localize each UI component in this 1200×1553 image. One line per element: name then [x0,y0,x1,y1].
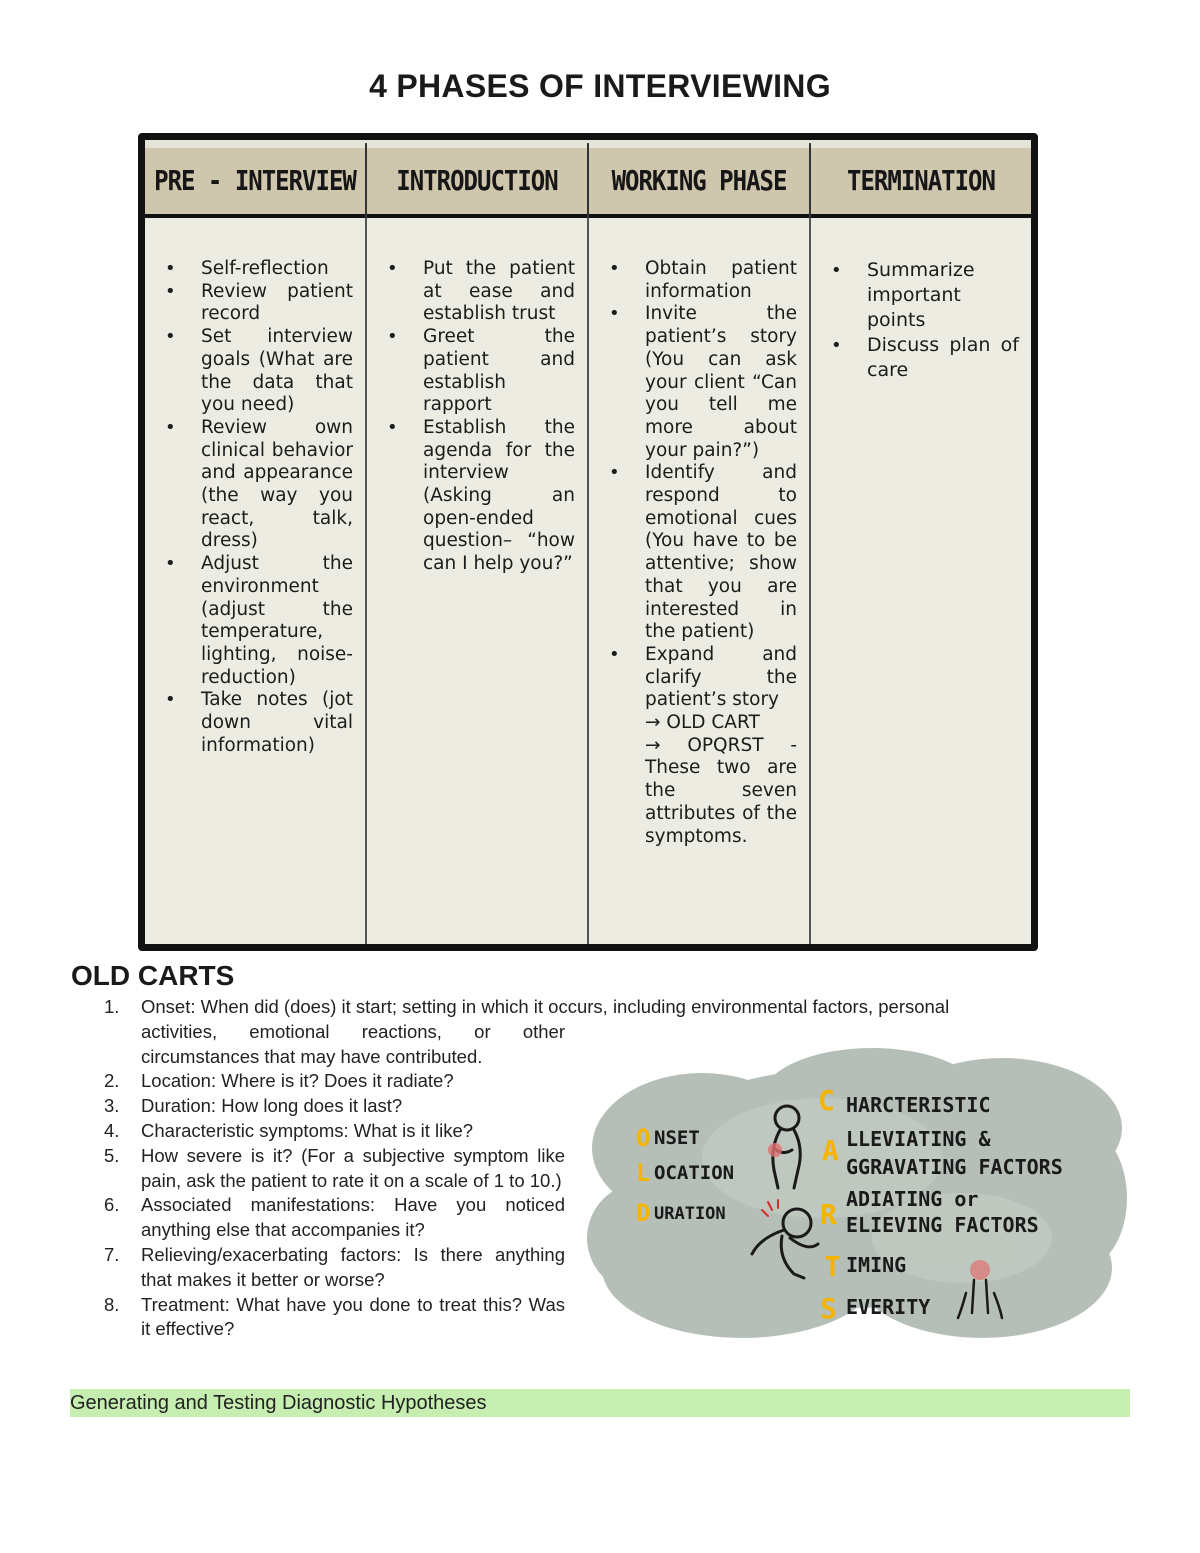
list-item: • Discuss plan of care [831,333,1019,383]
item-text: Location: Where is it? Does it radiate? [141,1070,454,1092]
list-item: • Invite the patient’s story (You can ask your client “Can you tell me more about your pain?”) [609,303,797,462]
list-item: • Establish the agenda for the interview (Asking an open-ended question– “how can I help you?” [387,417,575,576]
header-pre-interview: PRE - INTERVIEW [145,143,367,219]
word-alleviating: LLEVIATING & [846,1127,991,1151]
column-working-phase [589,218,811,944]
column-pre-interview [145,218,367,944]
phases-table [138,133,1038,951]
list-item [104,1193,565,1243]
item-text-continued: activities, emotional reactions, or other circumstances that may have contributed. [141,1020,565,1067]
item-text: Treatment: What have you done to treat this? Was it effective? [141,1293,565,1340]
letter-t: T [824,1250,841,1283]
item-number: 6. [104,1194,120,1216]
word-duration: URATION [654,1204,726,1224]
list-item: • Greet the patient and establish rapport [387,326,575,417]
list-item: • Review patient record [165,281,353,326]
word-radiating: ADIATING or [846,1187,979,1211]
list-item: • Self-reflection [165,258,353,281]
opqrst-note: → OPQRST - These two are the seven attributes of the symptoms. [645,734,797,847]
letter-c: C [818,1084,835,1117]
letter-r: R [820,1198,837,1231]
list-item: • Adjust the environment (adjust the temperature, lighting, noise-reduction) [165,553,353,689]
list-item [104,1094,565,1119]
word-timing: IMING [846,1253,907,1277]
item-text: Associated manifestations: Have you noticed anything else that accompanies it? [141,1194,565,1241]
item-text: Relieving/exacerbating factors: Is there anything that makes it better or worse? [141,1243,565,1290]
letter-o: O [636,1124,651,1152]
column-introduction [367,218,589,944]
letter-s: S [820,1292,837,1325]
item-text: How severe is it? (For a subjective symptom like pain, ask the patient to rate it on a scale of 1 to 10.) [141,1144,565,1191]
column-termination [811,218,1031,944]
item-number: 7. [104,1243,120,1265]
item-number: 3. [104,1095,120,1117]
letter-l: L [636,1159,651,1187]
word-relieving: ELIEVING FACTORS [846,1213,1039,1237]
list-item: • Put the patient at ease and establish trust [387,258,575,326]
letter-d: D [636,1199,651,1227]
list-item: • Review own clinical behavior and appearance (the way you react, talk, dress) [165,417,353,553]
item-text: Duration: How long does it last? [141,1095,403,1117]
header-introduction: INTRODUCTION [367,143,589,219]
list-item: • Summarize important points [831,258,1019,333]
word-location: OCATION [654,1162,735,1184]
phases-header-row [145,148,1031,218]
highlighted-heading: Generating and Testing Diagnostic Hypotheses [70,1389,1130,1417]
item-number: 8. [104,1293,120,1315]
list-item: • Identify and respond to emotional cues (You have to be attentive; show that you are interested in the patient) [609,462,797,644]
word-severity: EVERITY [846,1295,931,1319]
word-onset: NSET [654,1127,700,1149]
list-item [104,1144,565,1194]
item-number: 5. [104,1144,120,1166]
list-item [104,1069,565,1094]
header-working-phase: WORKING PHASE [589,143,811,219]
list-item: • Obtain patient information [609,258,797,303]
list-item: • Take notes (jot down vital information) [165,689,353,757]
item-number: 4. [104,1119,120,1141]
header-termination: TERMINATION [847,164,995,198]
list-item [104,1243,565,1293]
list-item [104,1119,565,1144]
item-text: Characteristic symptoms: What is it like? [141,1119,474,1141]
word-characteristic: HARCTERISTIC [846,1093,991,1117]
oldcarts-infographic [582,1038,1130,1346]
item-number: 1. [104,996,120,1017]
page-title: 4 PHASES OF INTERVIEWING [369,68,831,104]
letter-a: A [822,1134,839,1167]
list-item-text: Expand and clarify the patient’s story [645,643,797,711]
oldcarts-heading: OLD CARTS [71,960,235,991]
old-cart-note: → OLD CART [645,712,760,734]
list-item [104,1293,565,1343]
word-aggravating: GGRAVATING FACTORS [846,1155,1063,1179]
list-item [609,644,797,848]
list-item: • Set interview goals (What are the data that you need) [165,326,353,417]
item-number: 2. [104,1070,120,1092]
phases-body-row [145,218,1031,944]
item-text: Onset: When did (does) it start; setting in which it occurs, including environmental factors, personal [141,996,950,1017]
